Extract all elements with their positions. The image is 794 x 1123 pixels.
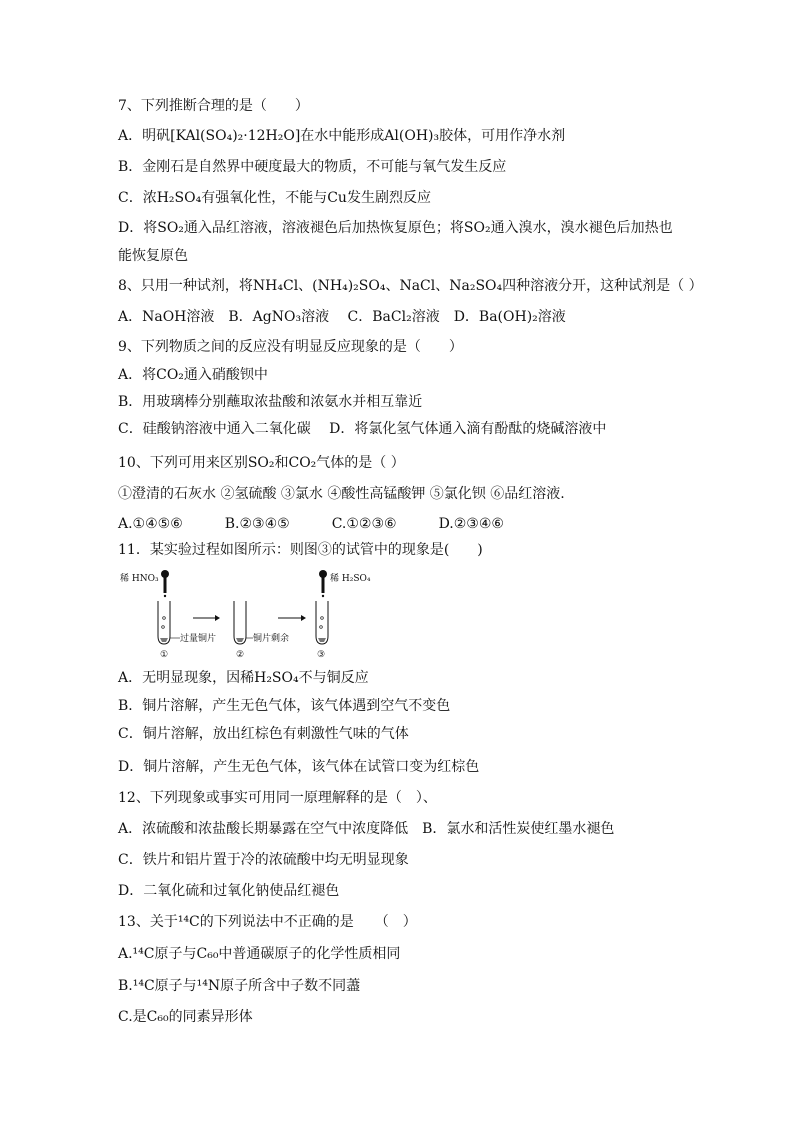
- step-label-3: ③: [317, 650, 326, 660]
- dropper-icon: [161, 570, 169, 597]
- question-line: ①澄清的石灰水 ②氢硫酸 ③氯水 ④酸性高锰酸钾 ⑤氯化钡 ⑥品红溶液.: [118, 486, 565, 502]
- question-line: 13、关于¹⁴C的下列说法中不正确的是 （ ）: [118, 914, 417, 930]
- question-line: A.①④⑤⑥ B.②③④⑤ C.①②③⑥ D.②③④⑥: [118, 516, 504, 532]
- question-line: C．铜片溶解，放出红棕色有刺激性气味的气体: [118, 726, 409, 742]
- reagent-label-1: 稀 HNO₃: [120, 574, 159, 584]
- copper-label-1: 过量铜片: [180, 634, 217, 644]
- question-line: 10、下列可用来区别SO₂和CO₂气体的是（ ）: [118, 455, 405, 471]
- question-line: D．将SO₂通入品红溶液，溶液褪色后加热恢复原色；将SO₂通入溴水，溴水褪色后加热也: [118, 220, 673, 236]
- question-line: 11．某实验过程如图所示：则图③的试管中的现象是( ): [118, 542, 483, 558]
- dropper-icon: [319, 570, 327, 597]
- question-line: 8、只用一种试剂，将NH₄Cl、(NH₄)₂SO₄、NaCl、Na₂SO₄四种溶液分开，这种试剂是（ ）: [118, 278, 703, 294]
- question-line: 能恢复原色: [118, 248, 188, 264]
- question-line: A．明矾[KAl(SO₄)₂·12H₂O]在水中能形成Al(OH)₃胶体，可用作净水剂: [118, 128, 566, 144]
- question-line: B.¹⁴C原子与¹⁴N原子所含中子数不同藎: [118, 978, 361, 994]
- experiment-diagram: [118, 566, 371, 662]
- question-line: A．NaOH溶液 B．AgNO₃溶液 C．BaCl₂溶液 D．Ba(OH)₂溶液: [118, 309, 566, 325]
- question-line: C．硅酸钠溶液中通入二氧化碳 D．将氯化氢气体通入滴有酚酞的烧碱溶液中: [118, 421, 607, 437]
- question-line: C.是C₆₀的同素异形体: [118, 1009, 253, 1025]
- question-line: C．铁片和铝片置于冷的浓硫酸中均无明显现象: [118, 852, 409, 868]
- question-line: D．二氧化硫和过氧化钠使品红褪色: [118, 883, 340, 899]
- question-line: B．金刚石是自然界中硬度最大的物质，不可能与氧气发生反应: [118, 159, 507, 175]
- question-line: 7、下列推断合理的是（ ）: [118, 98, 309, 114]
- test-tube-icon: [234, 601, 246, 644]
- test-tube-icon: [316, 601, 328, 644]
- question-line: A.¹⁴C原子与C₆₀中普通碳原子的化学性质相同: [118, 946, 401, 962]
- question-line: A．将CO₂通入硝酸钡中: [118, 367, 268, 383]
- test-tube-icon: [158, 601, 170, 644]
- question-line: B．用玻璃棒分别蘸取浓盐酸和浓氨水并相互靠近: [118, 394, 423, 410]
- question-line: A．无明显现象，因稀H₂SO₄不与铜反应: [118, 670, 369, 686]
- question-line: 12、下列现象或事实可用同一原理解释的是（ ）、: [118, 790, 437, 806]
- step-label-2: ②: [236, 650, 245, 660]
- question-line: A．浓硫酸和浓盐酸长期暴露在空气中浓度降低 B．氯水和活性炭使红墨水褪色: [118, 821, 615, 837]
- arrow-icon: [278, 615, 306, 621]
- question-line: 9、下列物质之间的反应没有明显反应现象的是（ ）: [118, 339, 463, 355]
- step-label-1: ①: [160, 650, 169, 660]
- copper-label-2: 铜片剩余: [253, 634, 290, 644]
- arrow-icon: [193, 615, 220, 621]
- reagent-label-2: 稀 H₂SO₄: [330, 574, 371, 584]
- question-line: B．铜片溶解，产生无色气体，该气体遇到空气不变色: [118, 698, 451, 714]
- question-line: C．浓H₂SO₄有强氧化性，不能与Cu发生剧烈反应: [118, 190, 431, 206]
- question-line: D．铜片溶解，产生无色气体，该气体在试管口变为红棕色: [118, 759, 480, 775]
